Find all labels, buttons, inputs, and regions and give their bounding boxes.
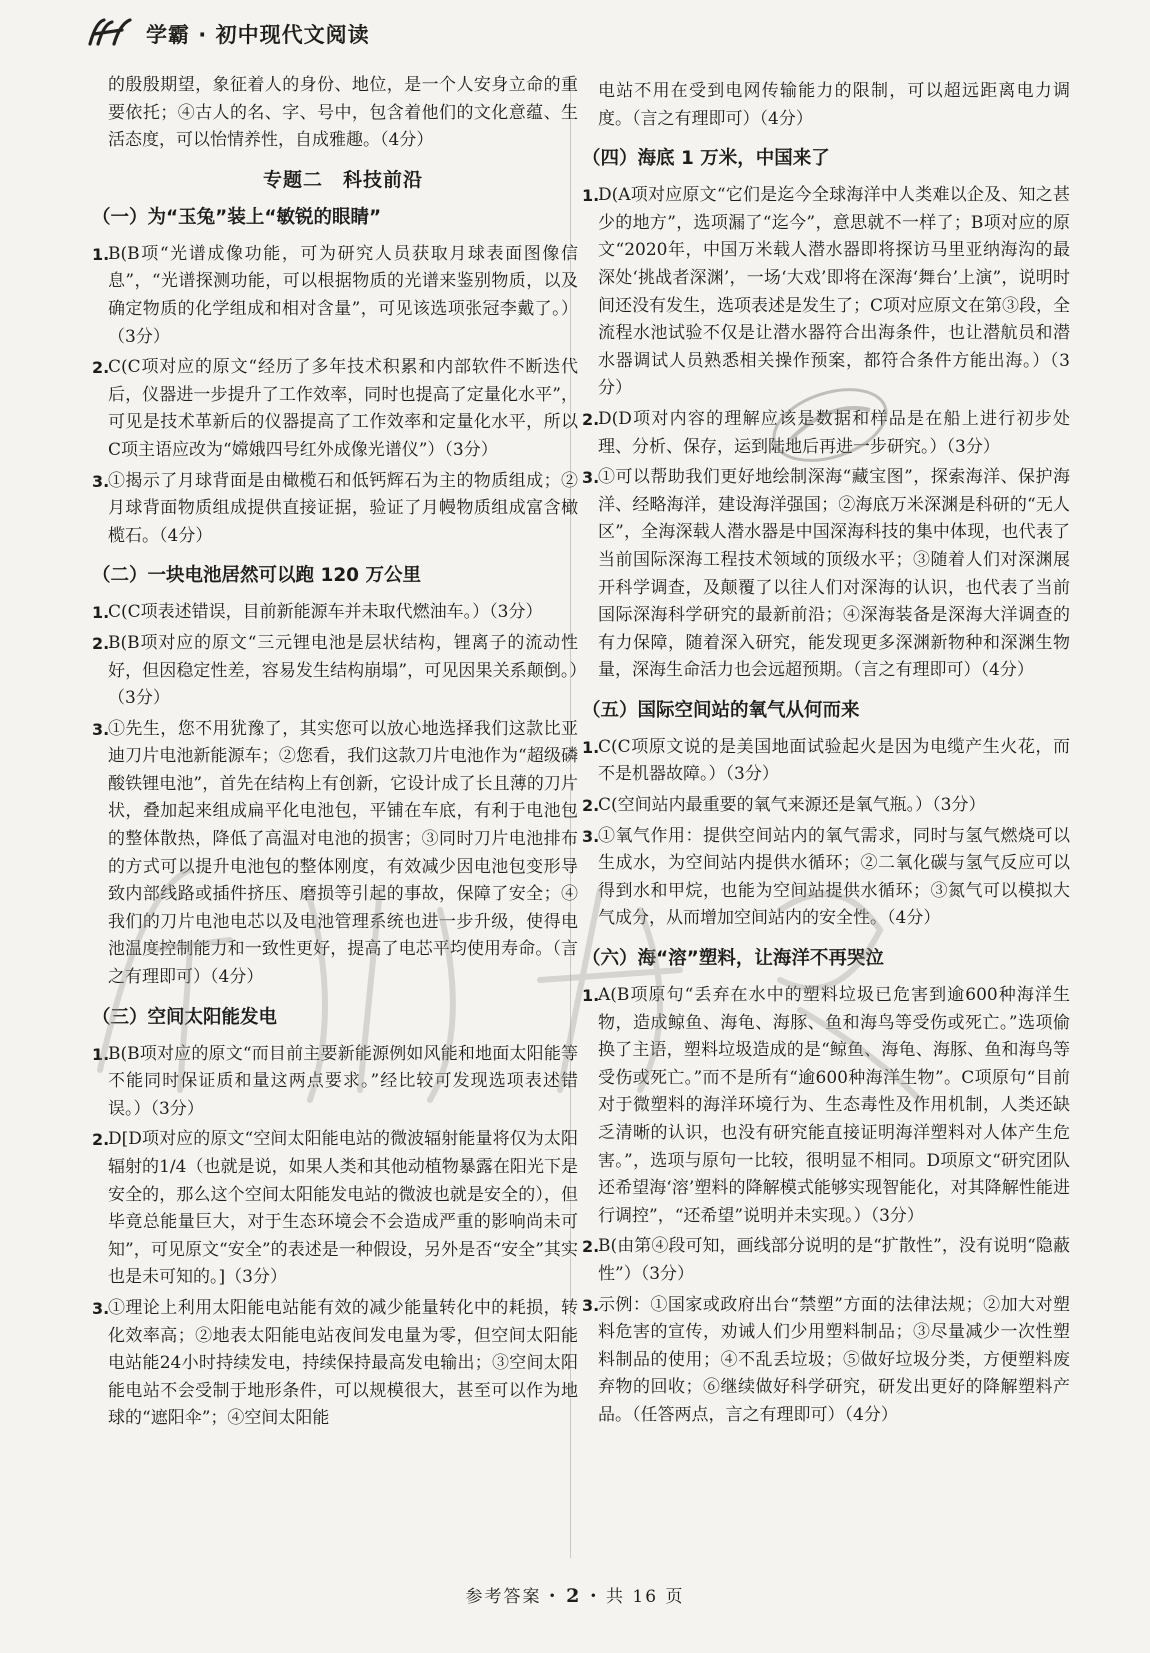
answer-item xyxy=(582,182,1070,403)
page-total: 共 16 页 xyxy=(606,1587,685,1607)
page-number: · 2 · xyxy=(548,1585,599,1607)
answer-text: ①先生，您不用犹豫了，其实您可以放心地选择我们这款比亚迪刀片电池新能源车；②您看，我们这款刀片电池作为“超级磷酸铁锂电池”，首先在结构上有创新，它设计成了长且薄的刀片状，叠加起来组成扁平化电池包，平铺在车底，有利于电池包的整体散热，降低了高温对电池的损害；③同时刀片电池排布的方式可以提升电池包的整体刚度，有效减少因电池包变形导致内部线路或插件挤压、磨损等引起的事故，保障了安全；④我们的刀片电池电芯以及电池管理系统也进一步升级，使得电池温度控制能力和一致性更好，提高了电芯平均使用寿命。（言之有理即可）（4分） xyxy=(108,718,578,988)
answer-number: 1. xyxy=(582,737,600,757)
answer-text: C(C项原文说的是美国地面试验起火是因为电缆产生火花，而不是机器故障。）（3分） xyxy=(598,736,1070,785)
answer-item xyxy=(92,1295,578,1433)
answer-text: D(D项对内容的理解应该是数据和样品是在船上进行初步处理、分析、保存，运到陆地后再进一步研究。）（3分） xyxy=(598,408,1070,457)
answer-number: 3. xyxy=(582,468,600,488)
answer-item xyxy=(582,1292,1070,1430)
book-title: 学霸 · 初中现代文阅读 xyxy=(146,23,370,47)
answer-number: 1. xyxy=(92,244,110,264)
answer-item xyxy=(92,468,578,551)
answer-number: 1. xyxy=(92,1044,110,1064)
continued-answer: 的殷殷期望，象征着人的身份、地位，是一个人安身立命的重要依托；④古人的名、字、号中，包含着他们的文化意蕴、生活态度，可以怡情养性，自成雅趣。（4分） xyxy=(108,75,578,151)
answer-text: ①理论上利用太阳能电站能有效的减少能量转化中的耗损，转化效率高；②地表太阳能电站夜间发电量为零，但空间太阳能电站能24小时持续发电，持续保持最高发电输出；③空间太阳能电站不会受制于地形条件，可以规模很大，甚至可以作为地球的“遮阳伞”；④空间太阳能 xyxy=(108,1297,578,1429)
answer-number: 2. xyxy=(92,1130,110,1150)
answer-number: 3. xyxy=(582,1295,600,1315)
answer-item xyxy=(582,734,1070,789)
left-column xyxy=(92,72,578,1436)
section-title: （三）空间太阳能发电 xyxy=(92,1006,278,1028)
answer-number: 3. xyxy=(582,826,600,846)
answer-item xyxy=(92,1041,578,1124)
section-title: （二）一块电池居然可以跑 120 万公里 xyxy=(92,565,421,587)
answer-number: 3. xyxy=(92,471,110,491)
answer-number: 2. xyxy=(92,633,110,653)
answer-text: C(C项表述错误，目前新能源车并未取代燃油车。）（3分） xyxy=(108,602,543,623)
answer-item xyxy=(92,716,578,992)
answer-number: 1. xyxy=(92,603,110,623)
answer-item xyxy=(92,241,578,351)
answer-item xyxy=(582,823,1070,933)
answer-number: 1. xyxy=(582,186,600,206)
answer-number: 2. xyxy=(582,409,600,429)
answer-item xyxy=(92,630,578,713)
answer-text: D[D项对应的原文“空间太阳能电站的微波辐射能量将仅为太阳辐射的1/4（也就是说，如果人类和其他动植物暴露在阳光下是安全的，那么这个空间太阳能发电站的微波也就是安全的），但毕竟总能量巨大，对于生态环境会不会造成严重的影响尚未可知”，可见原文“安全”的表述是一种假设，另外是否“安全”其实也是未可知的。]（3分） xyxy=(108,1129,578,1288)
answer-text: B(B项“光谱成像功能，可为研究人员获取月球表面图像信息”，“光谱探测功能，可以根据物质的光谱来鉴别物质，以及确定物质的化学组成和相对含量”，可见该选项张冠李戴了。）（3分） xyxy=(108,243,578,347)
answer-text: B(B项对应的原文“三元锂电池是层状结构，锂离子的流动性好，但因稳定性差，容易发生结构崩塌”，可见因果关系颠倒。）（3分） xyxy=(108,632,578,709)
answer-text: A(B项原句“丢弃在水中的塑料垃圾已危害到逾600种海洋生物，造成鲸鱼、海龟、海豚、鱼和海鸟等受伤或死亡。”选项偷换了主语，塑料垃圾造成的是“鲸鱼、海龟、海豚、鱼和海鸟等受伤或死亡。”而不是所有“逾600种海洋生物”。C项原句“目前对于微塑料的海洋环境行为、生态毒性及作用机制，人类还缺乏清晰的认识，也没有研究能直接证明海洋塑料对人体产生危害。”，选项与原句一比较，很明显不相同。D项原文“研究团队还希望海‘溶’塑料的降解模式能够实现智能化，对其降解性能进行调控”，“还希望”说明并未实现。）（3分） xyxy=(598,985,1070,1226)
answer-item xyxy=(582,1233,1070,1288)
page-footer xyxy=(0,1582,1150,1607)
answer-text: B(B项对应的原文“而目前主要新能源例如风能和地面太阳能等不能同时保证质和量这两点要求。”经比较可发现选项表述错误。）（3分） xyxy=(108,1043,578,1119)
answer-item xyxy=(92,599,578,627)
footer-label: 参考答案 xyxy=(465,1587,542,1607)
section-title: （六）海“溶”塑料，让海洋不再哭泣 xyxy=(582,948,884,970)
answer-number: 3. xyxy=(92,719,110,739)
answer-number: 3. xyxy=(92,1298,110,1318)
right-column xyxy=(582,78,1071,1433)
answer-item xyxy=(582,982,1070,1230)
answer-text: ①可以帮助我们更好地绘制深海“藏宝图”，探索海洋、保护海洋、经略海洋，建设海洋强国；②海底万米深渊是科研的“无人区”，全海深载人潜水器是中国深海科技的集中体现，也代表了当前国际深海工程技术领域的顶级水平；③随着人们对深渊展开科学调查，及颠覆了以往人们对深海的认识，也代表了当前国际深海科学研究的最新前沿；④深海装备是深海大洋调查的有力保障，随着深入研究，能发现更多深渊新物种和深渊生物量，深海生命活力也会远超预期。（言之有理即可）（4分） xyxy=(598,467,1070,681)
section-title: （一）为“玉兔”装上“敏锐的眼睛” xyxy=(92,206,382,228)
answer-text: 示例：①国家或政府出台“禁塑”方面的法律法规；②加大对塑料危害的宣传，劝诫人们少用塑料制品；③尽量减少一次性塑料制品的使用；④不乱丢垃圾；⑤做好垃圾分类，方便塑料废弃物的回收；⑥继续做好科学研究，研发出更好的降解塑料产品。（任答两点，言之有理即可）（4分） xyxy=(598,1294,1070,1425)
answer-item xyxy=(582,464,1070,685)
page-header xyxy=(84,14,370,54)
topic-heading: 专题二 科技前沿 xyxy=(262,168,423,191)
answer-item xyxy=(92,1126,578,1292)
answer-item xyxy=(92,354,578,464)
answer-number: 2. xyxy=(582,1237,600,1257)
answer-number: 2. xyxy=(582,796,600,816)
answer-text: ①揭示了月球背面是由橄榄石和低钙辉石为主的物质组成；②月球背面物质组成提供直接证据，验证了月幔物质组成富含橄榄石。（4分） xyxy=(108,470,578,546)
answer-number: 1. xyxy=(582,986,600,1006)
answer-text: C(C项对应的原文“经历了多年技术积累和内部软件不断迭代后，仪器进一步提升了工作效率，同时也提高了定量化水平”，可见是技术革新后的仪器提高了工作效率和定量化水平，所以C项主语应改为“嫦娥四号红外成像光谱仪”）（3分） xyxy=(108,357,578,460)
section-title: （五）国际空间站的氧气从何而来 xyxy=(582,699,860,721)
answer-text: D(A项对应原文“它们是迄今全球海洋中人类难以企及、知之甚少的地方”，选项漏了“迄今”，意思就不一样了；B项对应的原文“2020年，中国万米载人潜水器即将探访马里亚纳海沟的最深处‘挑战者深渊’，一场‘大戏’即将在深海‘舞台’上演”，说明时间还没有发生，选项表述是发生了；C项对应原文在第③段，全流程水池试验不仅是让潜水器符合出海条件，也让潜航员和潜水器调试人员熟悉相关操作预案，都符合条件方能出海。）（3分） xyxy=(598,185,1071,399)
continued-answer: 电站不用在受到电网传输能力的限制，可以超远距离电力调度。（言之有理即可）（4分） xyxy=(598,81,1070,129)
answer-item xyxy=(582,406,1070,461)
brand-logo-icon xyxy=(84,14,136,54)
answer-text: B(由第④段可知，画线部分说明的是“扩散性”，没有说明“隐蔽性”）（3分） xyxy=(598,1236,1070,1284)
answer-text: ①氧气作用：提供空间站内的氧气需求，同时与氢气燃烧可以生成水，为空间站内提供水循环；②二氧化碳与氢气反应可以得到水和甲烷，也能为空间站提供水循环；③氮气可以模拟大气成分，从而增加空间站内的安全性。（4分） xyxy=(598,825,1070,929)
section-title: （四）海底 1 万米，中国来了 xyxy=(582,148,830,170)
answer-item xyxy=(582,792,1070,820)
answer-number: 2. xyxy=(92,358,110,378)
answer-text: C(空间站内最重要的氧气来源还是氧气瓶。）（3分） xyxy=(598,795,986,816)
